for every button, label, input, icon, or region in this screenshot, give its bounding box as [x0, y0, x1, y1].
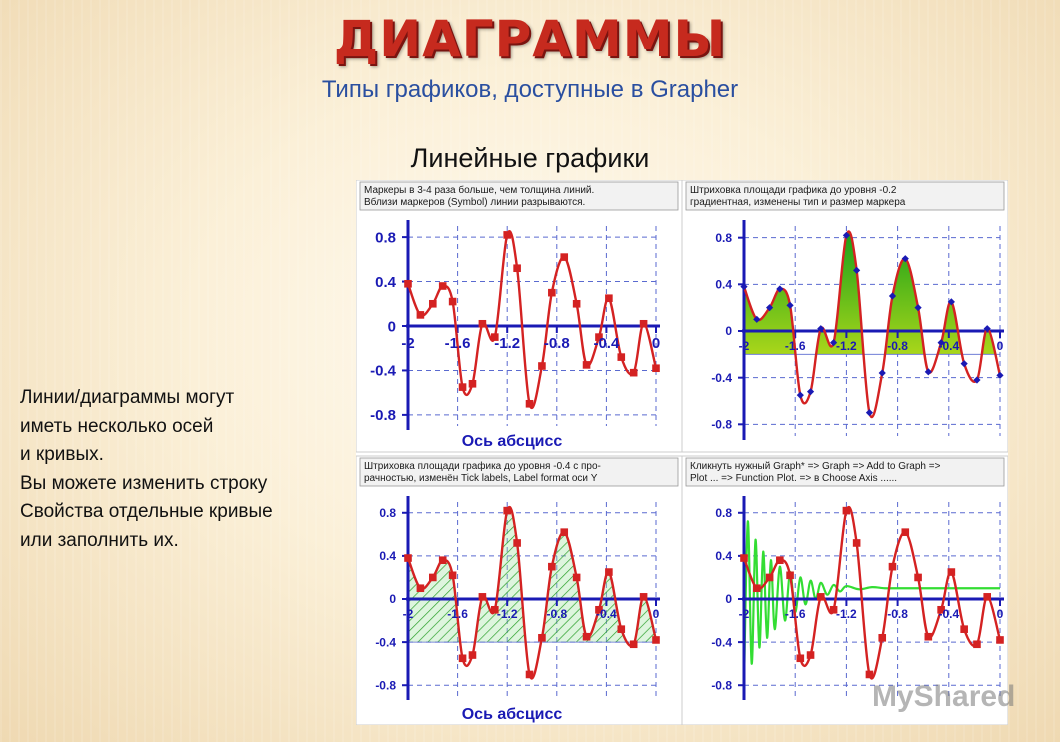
- x-tick-label: -0.4: [596, 607, 617, 621]
- x-tick-label: 0: [651, 335, 661, 352]
- x-tick-label: 0: [996, 607, 1004, 621]
- data-point: [776, 556, 784, 564]
- data-point: [538, 634, 546, 642]
- section-heading: Линейные графики: [410, 143, 650, 173]
- x-tick-label: -1.6: [784, 607, 806, 621]
- x-tick-label: -1.6: [447, 607, 468, 621]
- y-tick-label: 0.8: [715, 505, 732, 520]
- data-point: [889, 563, 897, 571]
- data-point: [786, 571, 794, 579]
- data-point: [439, 556, 447, 564]
- data-point: [630, 369, 638, 377]
- x-tick-label: -1.2: [836, 339, 857, 353]
- x-tick-label: -0.8: [887, 339, 908, 353]
- y-tick-label: -0.4: [375, 635, 396, 650]
- data-point: [573, 574, 581, 582]
- data-point: [503, 507, 511, 515]
- y-tick-label: 0.8: [375, 229, 396, 247]
- y-tick-label: -0.4: [711, 370, 732, 385]
- chart-panel-2: [682, 180, 1008, 452]
- y-tick-label: 0.8: [715, 230, 732, 245]
- x-tick-label: -2: [738, 607, 750, 621]
- x-tick-label: -2: [402, 607, 414, 621]
- x-tick-label: -2: [401, 335, 415, 352]
- y-tick-label: 0.4: [715, 277, 732, 292]
- data-point: [449, 571, 457, 579]
- data-point: [479, 320, 487, 328]
- caption-line: рачностью, изменён Tick labels, Label format оси Y: [364, 473, 598, 484]
- data-point: [404, 280, 412, 288]
- description-text: [20, 384, 350, 555]
- x-tick-label: -0.8: [887, 607, 908, 621]
- y-tick-label: -0.8: [711, 678, 732, 693]
- y-tick-label: -0.8: [370, 407, 396, 425]
- data-point: [513, 539, 521, 547]
- data-point: [973, 640, 981, 648]
- data-point: [853, 539, 861, 547]
- data-point: [753, 584, 761, 592]
- chart-caption: [360, 458, 678, 486]
- grapher-figure: [356, 180, 1008, 725]
- y-tick-label: 0.4: [379, 549, 396, 564]
- x-tick-label: -1.6: [444, 335, 471, 352]
- data-point: [807, 651, 815, 659]
- y-tick-label: -0.8: [711, 417, 732, 432]
- x-tick-label: 0: [996, 339, 1004, 353]
- watermark-logo: MyShared: [872, 680, 1016, 713]
- data-point: [983, 593, 991, 601]
- data-point: [925, 633, 933, 641]
- data-point: [617, 353, 625, 361]
- chart-panel-3: [356, 456, 682, 725]
- chart-caption: [686, 458, 1004, 486]
- data-point: [469, 380, 477, 388]
- data-point: [652, 364, 660, 372]
- data-point: [740, 554, 748, 562]
- x-tick-label: -1.2: [836, 607, 857, 621]
- data-point: [617, 625, 625, 633]
- data-point: [866, 671, 874, 679]
- description-line: Линии/диаграммы могут: [20, 387, 235, 408]
- caption-line: Plot ... => Function Plot. => в Choose Axis ......: [690, 473, 898, 484]
- x-tick-label: -0.8: [546, 607, 568, 621]
- data-point: [449, 298, 457, 306]
- x-tick-label: -2: [738, 339, 750, 353]
- data-point: [652, 636, 660, 644]
- y-tick-label: 0.4: [375, 273, 396, 291]
- data-point: [526, 671, 534, 679]
- description-line: Вы можете изменить строку: [20, 472, 268, 494]
- data-point: [479, 593, 487, 601]
- chart-caption: [686, 182, 1004, 210]
- slide-subtitle: Типы графиков, доступные в Grapher: [321, 76, 739, 103]
- data-point: [630, 640, 638, 648]
- x-axis-title: Ось абсцисс: [461, 433, 563, 450]
- y-tick-label: -0.8: [375, 678, 396, 693]
- x-tick-label: -1.2: [496, 607, 518, 621]
- data-point: [429, 300, 437, 308]
- x-tick-label: -0.4: [938, 607, 960, 621]
- x-tick-label: -0.4: [593, 335, 620, 352]
- data-point: [914, 574, 922, 582]
- data-point: [583, 361, 591, 369]
- y-tick-label: 0: [725, 324, 732, 339]
- data-point: [605, 568, 613, 576]
- caption-line: Вблизи маркеров (Symbol) линии разрываются.: [364, 197, 586, 208]
- data-point: [583, 633, 591, 641]
- data-point: [459, 383, 467, 391]
- y-tick-label: 0.4: [715, 549, 732, 564]
- description-line: или заполнить их.: [20, 529, 179, 551]
- description-line: и кривых.: [20, 444, 104, 465]
- data-point: [901, 528, 909, 536]
- x-tick-label: -1.6: [784, 339, 806, 353]
- data-point: [560, 253, 568, 261]
- data-point: [766, 574, 774, 582]
- data-point: [640, 320, 648, 328]
- panel-background: [356, 180, 682, 452]
- x-tick-label: -0.8: [543, 335, 570, 352]
- caption-line: Маркеры в 3-4 раза больше, чем толщина линий.: [364, 185, 595, 196]
- caption-line: градиентная, изменены тип и размер маркера: [690, 197, 906, 208]
- data-point: [404, 554, 412, 562]
- y-tick-label: -0.4: [711, 635, 732, 650]
- y-tick-label: 0.8: [379, 505, 396, 520]
- data-point: [996, 636, 1004, 644]
- data-point: [503, 231, 511, 239]
- y-tick-label: 0: [387, 318, 396, 336]
- caption-line: Штриховка площади графика до уровня -0.4 с про-: [364, 461, 601, 472]
- data-point: [797, 654, 805, 662]
- data-point: [513, 264, 521, 272]
- x-tick-label: 0: [652, 607, 660, 621]
- y-tick-label: -0.4: [370, 362, 396, 380]
- data-point: [843, 507, 851, 515]
- data-point: [469, 651, 477, 659]
- data-point: [429, 574, 437, 582]
- description-line: иметь несколько осей: [20, 415, 214, 437]
- chart-panel-1: [356, 180, 682, 452]
- data-point: [417, 311, 425, 319]
- data-point: [538, 362, 546, 370]
- caption-line: Кликнуть нужный Graph* => Graph => Add to Graph =>: [690, 461, 941, 472]
- data-point: [878, 634, 886, 642]
- x-tick-label: -1.2: [494, 335, 521, 352]
- data-point: [439, 282, 447, 290]
- data-point: [573, 300, 581, 308]
- y-tick-label: 0: [725, 592, 732, 607]
- charts-svg: [356, 180, 1008, 725]
- data-point: [560, 528, 568, 536]
- data-point: [459, 654, 467, 662]
- data-point: [605, 294, 613, 302]
- data-point: [548, 563, 556, 571]
- y-tick-label: 0: [389, 592, 396, 607]
- data-point: [817, 593, 825, 601]
- caption-line: Штриховка площади графика до уровня -0.2: [690, 185, 897, 196]
- data-point: [526, 400, 534, 408]
- slide-title: ДИАГРАММЫ: [333, 10, 727, 68]
- data-point: [640, 593, 648, 601]
- data-point: [960, 625, 968, 633]
- description-line: Свойства отдельные кривые: [20, 501, 273, 522]
- x-axis-title: Ось абсцисс: [461, 706, 563, 723]
- data-point: [417, 584, 425, 592]
- data-point: [948, 568, 956, 576]
- data-point: [548, 289, 556, 297]
- chart-caption: [360, 182, 678, 210]
- x-tick-label: -0.4: [938, 339, 960, 353]
